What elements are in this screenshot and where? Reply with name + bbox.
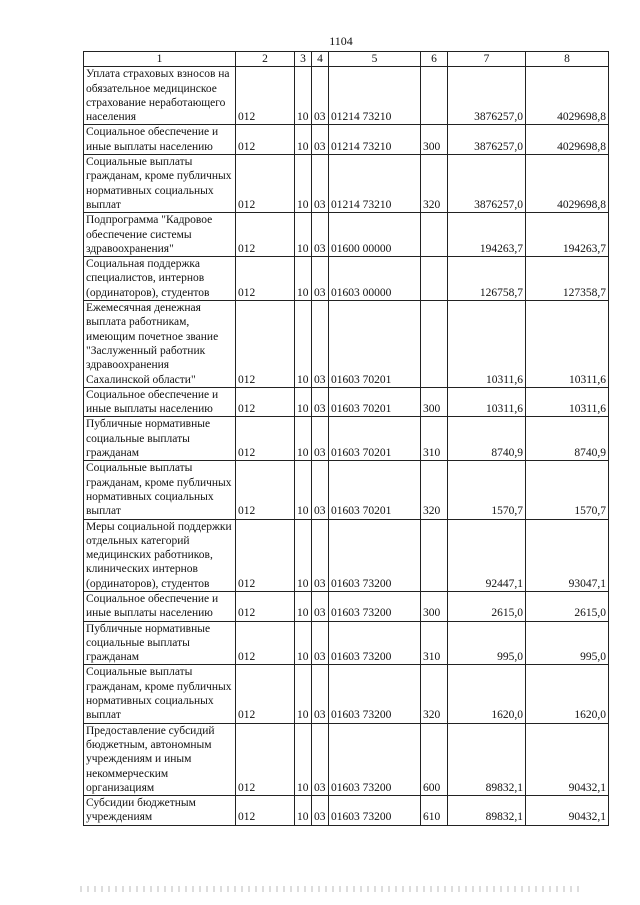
table-row [84, 125, 609, 155]
cell-administrator: 012 [236, 519, 295, 591]
table-row [84, 461, 609, 519]
cell-target-item: 01603 73200 [329, 519, 421, 591]
header-col-3: 3 [295, 52, 312, 67]
cell-section: 10 [295, 723, 312, 795]
cell-name: Ежемесячная денежная выплата работникам, имеющим почетное звание "Заслуженный работник здравоохранения Сахалинской области" [84, 301, 236, 388]
header-col-5: 5 [329, 52, 421, 67]
cell-administrator: 012 [236, 417, 295, 461]
cell-section: 10 [295, 213, 312, 257]
cell-administrator: 012 [236, 387, 295, 417]
cell-expense-type: 610 [421, 796, 448, 826]
cell-amount-year-1: 92447,1 [448, 519, 526, 591]
cell-section: 10 [295, 591, 312, 621]
cell-expense-type [421, 213, 448, 257]
table-row [84, 213, 609, 257]
cell-section: 10 [295, 387, 312, 417]
cell-target-item: 01214 73210 [329, 67, 421, 125]
cell-section: 10 [295, 301, 312, 388]
cell-amount-year-2: 1620,0 [526, 665, 609, 723]
cell-amount-year-2: 127358,7 [526, 257, 609, 301]
scan-artifact [80, 886, 580, 892]
cell-administrator: 012 [236, 125, 295, 155]
cell-amount-year-1: 89832,1 [448, 723, 526, 795]
cell-administrator: 012 [236, 257, 295, 301]
table-row [84, 665, 609, 723]
cell-section: 10 [295, 155, 312, 213]
header-col-4: 4 [312, 52, 329, 67]
cell-name: Социальная поддержка специалистов, интернов (ординаторов), студентов [84, 257, 236, 301]
header-col-1: 1 [84, 52, 236, 67]
cell-target-item: 01600 00000 [329, 213, 421, 257]
cell-subsection: 03 [312, 387, 329, 417]
cell-target-item: 01603 70201 [329, 417, 421, 461]
cell-target-item: 01603 70201 [329, 461, 421, 519]
cell-target-item: 01214 73210 [329, 155, 421, 213]
cell-amount-year-2: 194263,7 [526, 213, 609, 257]
cell-section: 10 [295, 796, 312, 826]
cell-name: Социальные выплаты гражданам, кроме публичных нормативных социальных выплат [84, 155, 236, 213]
cell-expense-type: 300 [421, 387, 448, 417]
cell-subsection: 03 [312, 796, 329, 826]
cell-subsection: 03 [312, 461, 329, 519]
cell-amount-year-2: 4029698,8 [526, 67, 609, 125]
cell-expense-type: 320 [421, 155, 448, 213]
cell-name: Социальное обеспечение и иные выплаты населению [84, 125, 236, 155]
cell-name: Социальное обеспечение и иные выплаты населению [84, 387, 236, 417]
cell-subsection: 03 [312, 125, 329, 155]
cell-amount-year-2: 90432,1 [526, 723, 609, 795]
cell-amount-year-2: 10311,6 [526, 301, 609, 388]
cell-target-item: 01603 00000 [329, 257, 421, 301]
cell-administrator: 012 [236, 665, 295, 723]
cell-expense-type: 310 [421, 417, 448, 461]
cell-expense-type [421, 257, 448, 301]
cell-name: Подпрограмма "Кадровое обеспечение системы здравоохранения" [84, 213, 236, 257]
cell-expense-type: 300 [421, 125, 448, 155]
cell-amount-year-2: 2615,0 [526, 591, 609, 621]
cell-amount-year-1: 89832,1 [448, 796, 526, 826]
cell-amount-year-1: 10311,6 [448, 387, 526, 417]
cell-amount-year-1: 1570,7 [448, 461, 526, 519]
header-col-6: 6 [421, 52, 448, 67]
cell-expense-type [421, 301, 448, 388]
cell-amount-year-1: 3876257,0 [448, 125, 526, 155]
table-row [84, 301, 609, 388]
cell-amount-year-1: 1620,0 [448, 665, 526, 723]
cell-amount-year-1: 126758,7 [448, 257, 526, 301]
cell-name: Предоставление субсидий бюджетным, автономным учреждениям и иным некоммерческим организациям [84, 723, 236, 795]
table-row [84, 155, 609, 213]
cell-section: 10 [295, 461, 312, 519]
cell-amount-year-2: 8740,9 [526, 417, 609, 461]
cell-target-item: 01603 73200 [329, 723, 421, 795]
cell-section: 10 [295, 621, 312, 665]
cell-name: Социальное обеспечение и иные выплаты населению [84, 591, 236, 621]
cell-section: 10 [295, 665, 312, 723]
table-row [84, 591, 609, 621]
cell-subsection: 03 [312, 257, 329, 301]
cell-expense-type [421, 67, 448, 125]
cell-administrator: 012 [236, 723, 295, 795]
cell-administrator: 012 [236, 591, 295, 621]
cell-subsection: 03 [312, 417, 329, 461]
cell-subsection: 03 [312, 155, 329, 213]
page-number: 1104 [329, 34, 353, 48]
cell-administrator: 012 [236, 621, 295, 665]
table-row [84, 519, 609, 591]
cell-administrator: 012 [236, 796, 295, 826]
cell-subsection: 03 [312, 723, 329, 795]
cell-amount-year-2: 90432,1 [526, 796, 609, 826]
cell-administrator: 012 [236, 461, 295, 519]
table-row [84, 796, 609, 826]
cell-expense-type: 300 [421, 591, 448, 621]
cell-subsection: 03 [312, 665, 329, 723]
cell-amount-year-2: 93047,1 [526, 519, 609, 591]
header-col-8: 8 [526, 52, 609, 67]
cell-subsection: 03 [312, 591, 329, 621]
cell-administrator: 012 [236, 301, 295, 388]
table-row [84, 387, 609, 417]
cell-target-item: 01603 73200 [329, 796, 421, 826]
table-row [84, 723, 609, 795]
cell-name: Публичные нормативные социальные выплаты гражданам [84, 417, 236, 461]
cell-amount-year-1: 194263,7 [448, 213, 526, 257]
header-col-7: 7 [448, 52, 526, 67]
cell-expense-type: 310 [421, 621, 448, 665]
cell-target-item: 01603 70201 [329, 387, 421, 417]
cell-expense-type: 320 [421, 665, 448, 723]
cell-section: 10 [295, 125, 312, 155]
cell-expense-type: 320 [421, 461, 448, 519]
cell-amount-year-2: 10311,6 [526, 387, 609, 417]
cell-name: Публичные нормативные социальные выплаты гражданам [84, 621, 236, 665]
cell-amount-year-1: 995,0 [448, 621, 526, 665]
table-row [84, 417, 609, 461]
cell-subsection: 03 [312, 301, 329, 388]
header-row [84, 52, 609, 67]
table-body [84, 67, 609, 825]
cell-amount-year-2: 1570,7 [526, 461, 609, 519]
cell-amount-year-1: 8740,9 [448, 417, 526, 461]
budget-table [83, 51, 609, 826]
table-row [84, 67, 609, 125]
header-col-2: 2 [236, 52, 295, 67]
cell-amount-year-1: 2615,0 [448, 591, 526, 621]
cell-name: Социальные выплаты гражданам, кроме публичных нормативных социальных выплат [84, 461, 236, 519]
cell-name: Субсидии бюджетным учреждениям [84, 796, 236, 826]
cell-subsection: 03 [312, 213, 329, 257]
cell-administrator: 012 [236, 67, 295, 125]
cell-target-item: 01603 73200 [329, 621, 421, 665]
cell-section: 10 [295, 519, 312, 591]
cell-name: Социальные выплаты гражданам, кроме публичных нормативных социальных выплат [84, 665, 236, 723]
cell-subsection: 03 [312, 621, 329, 665]
cell-subsection: 03 [312, 67, 329, 125]
cell-amount-year-1: 10311,6 [448, 301, 526, 388]
cell-section: 10 [295, 417, 312, 461]
cell-amount-year-2: 4029698,8 [526, 125, 609, 155]
table-row [84, 621, 609, 665]
cell-target-item: 01603 73200 [329, 665, 421, 723]
cell-amount-year-1: 3876257,0 [448, 155, 526, 213]
cell-administrator: 012 [236, 155, 295, 213]
cell-target-item: 01603 73200 [329, 591, 421, 621]
cell-administrator: 012 [236, 213, 295, 257]
cell-amount-year-2: 4029698,8 [526, 155, 609, 213]
cell-name: Меры социальной поддержки отдельных категорий медицинских работников, клинических интернов (ординаторов), студентов [84, 519, 236, 591]
cell-target-item: 01603 70201 [329, 301, 421, 388]
cell-name: Уплата страховых взносов на обязательное медицинское страхование неработающего населения [84, 67, 236, 125]
cell-section: 10 [295, 257, 312, 301]
cell-section: 10 [295, 67, 312, 125]
cell-subsection: 03 [312, 519, 329, 591]
cell-target-item: 01214 73210 [329, 125, 421, 155]
cell-amount-year-2: 995,0 [526, 621, 609, 665]
cell-amount-year-1: 3876257,0 [448, 67, 526, 125]
cell-expense-type [421, 519, 448, 591]
table-row [84, 257, 609, 301]
cell-expense-type: 600 [421, 723, 448, 795]
